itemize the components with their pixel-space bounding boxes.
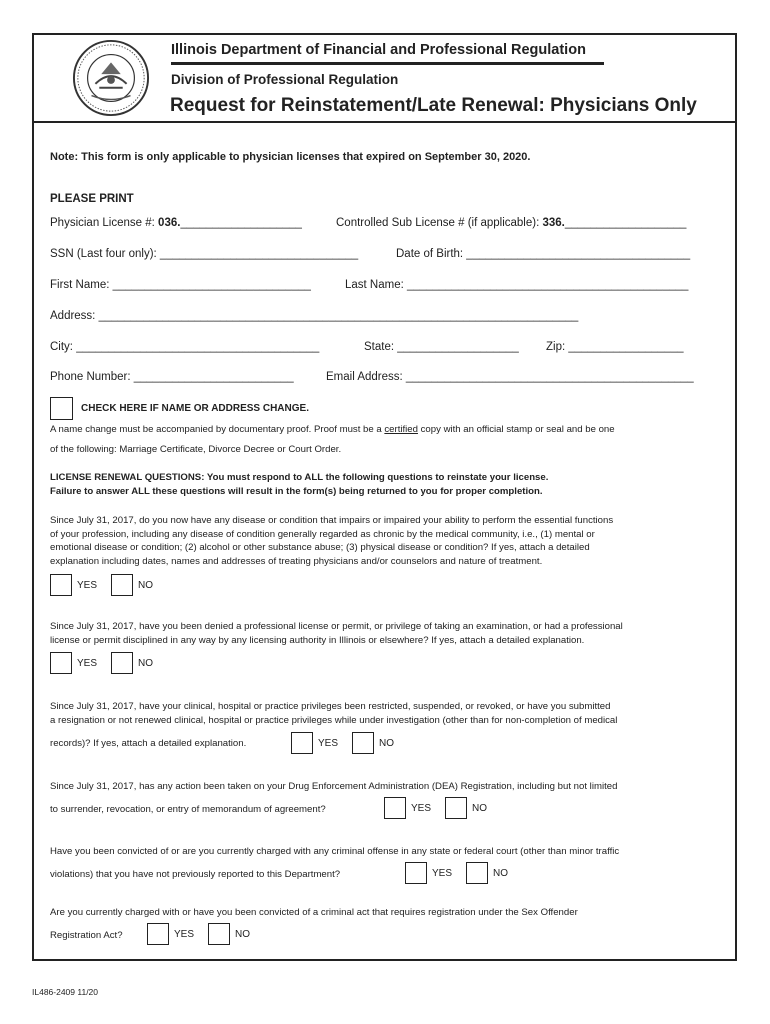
question-4-no-checkbox[interactable] — [445, 797, 467, 819]
question-2-yes-checkbox[interactable] — [50, 652, 72, 674]
state-field[interactable]: State: ___________________ — [364, 341, 519, 353]
controlled-sub-prefix: 336. — [542, 217, 565, 229]
form-number: IL486-2409 11/20 — [32, 987, 99, 997]
renewal-questions-heading: LICENSE RENEWAL QUESTIONS: You must respond to ALL the following questions to reinstate your license. — [50, 472, 549, 483]
name-change-proof-text — [50, 424, 615, 435]
question-line: emotional disease or condition; (2) alcohol or other substance abuse; (3) physical disease or condition? If yes, attach a detailed — [50, 542, 590, 554]
question-2-text — [50, 620, 730, 647]
question-6-no-checkbox[interactable] — [208, 923, 230, 945]
email-field[interactable]: Email Address: _____________________________________________ — [326, 371, 694, 383]
question-line: license or permit disciplined in any way by any licensing authority in Illinois or elsewhere? If yes, attach a detailed explanation. — [50, 634, 585, 646]
last-name-field[interactable]: Last Name: ____________________________________________ — [345, 279, 689, 291]
yes-label: YES — [174, 929, 195, 940]
question-1-text — [50, 514, 730, 568]
question-4-yes-checkbox[interactable] — [384, 797, 406, 819]
phone-field[interactable]: Phone Number: _________________________ — [50, 371, 294, 383]
no-label: NO — [138, 658, 153, 669]
question-1-no-checkbox[interactable] — [111, 574, 133, 596]
proof-text-pre: A name change must be accompanied by documentary proof. Proof must be a — [50, 424, 385, 435]
first-name-field[interactable]: First Name: _______________________________ — [50, 279, 311, 291]
proof-text-certified: certified — [384, 424, 418, 435]
question-line: Since July 31, 2017, has any action been taken on your Drug Enforcement Administration (DEA) Registration, including but not limited — [50, 781, 618, 792]
renewal-questions-warning: Failure to answer ALL these questions will result in the form(s) being returned to you for proper completion. — [50, 486, 543, 497]
question-5-inline-text: violations) that you have not previously reported to this Department? — [50, 869, 341, 880]
question-2-no-checkbox[interactable] — [111, 652, 133, 674]
name-change-documents-text: of the following: Marriage Certificate, Divorce Decree or Court Order. — [50, 444, 342, 455]
no-label: NO — [493, 868, 508, 879]
no-label: NO — [138, 580, 153, 591]
physician-license-blank: ___________________ — [180, 217, 302, 229]
city-field[interactable]: City: ______________________________________ — [50, 341, 320, 353]
question-3-text — [50, 700, 730, 727]
no-label: NO — [379, 738, 394, 749]
note-text: Note: This form is only applicable to physician licenses that expired on September 30, 2020. — [50, 151, 531, 163]
question-4-text — [50, 780, 730, 794]
form-border — [32, 33, 737, 961]
name-address-change-label: CHECK HERE IF NAME OR ADDRESS CHANGE. — [81, 403, 309, 414]
controlled-sub-label: Controlled Sub License # (if applicable): — [336, 217, 540, 229]
proof-text-post: copy with an official stamp or seal and be one — [417, 424, 615, 435]
controlled-sub-field[interactable] — [336, 217, 686, 229]
question-4-inline-text: to surrender, revocation, or entry of memorandum of agreement? — [50, 804, 326, 815]
question-5-no-checkbox[interactable] — [466, 862, 488, 884]
no-label: NO — [472, 803, 487, 814]
question-3-yes-checkbox[interactable] — [291, 732, 313, 754]
question-6-text — [50, 906, 730, 920]
question-6-inline-text: Registration Act? — [50, 930, 123, 941]
question-line: explanation including dates, names and addresses of treating physicians and/or counselors and nature of treatment. — [50, 555, 543, 567]
division-name: Division of Professional Regulation — [171, 72, 399, 87]
physician-license-prefix: 036. — [158, 217, 181, 229]
question-line: a resignation or not renewed clinical, hospital or practice privileges while under investigation (other than for non-completion of medical — [50, 714, 618, 726]
name-address-change-checkbox[interactable] — [50, 397, 73, 420]
question-3-no-checkbox[interactable] — [352, 732, 374, 754]
question-line: Since July 31, 2017, have you been denied a professional license or permit, or privilege of taking an examination, or had a professional — [50, 621, 623, 632]
question-line: Since July 31, 2017, do you now have any disease or condition that impairs or impaired your ability to perform the essential functions — [50, 515, 614, 526]
yes-label: YES — [318, 738, 339, 749]
agency-rule — [171, 62, 604, 65]
controlled-sub-blank: ___________________ — [564, 217, 687, 229]
question-5-text — [50, 845, 730, 859]
question-3-inline-text: records)? If yes, attach a detailed explanation. — [50, 738, 247, 749]
address-field[interactable]: Address: ___________________________________________________________________________ — [50, 310, 579, 322]
header-divider — [32, 121, 737, 123]
yes-label: YES — [432, 868, 453, 879]
question-line: Are you currently charged with or have you been convicted of a criminal act that requires registration under the Sex Offender — [50, 907, 578, 918]
question-line: Have you been convicted of or are you currently charged with any criminal offense in any state or federal court (other than minor traffic — [50, 846, 620, 857]
physician-license-label: Physician License #: — [50, 217, 155, 229]
question-5-yes-checkbox[interactable] — [405, 862, 427, 884]
state-seal-icon — [72, 39, 150, 117]
yes-label: YES — [411, 803, 432, 814]
yes-label: YES — [77, 580, 98, 591]
question-1-yes-checkbox[interactable] — [50, 574, 72, 596]
ssn-field[interactable]: SSN (Last four only): _______________________________ — [50, 248, 359, 260]
question-6-yes-checkbox[interactable] — [147, 923, 169, 945]
dob-field[interactable]: Date of Birth: ___________________________________ — [396, 248, 691, 260]
question-line: of your profession, including any disease of condition generally regarded as chronic by the medical community, i.e., (1) mental or — [50, 528, 595, 540]
form-title: Request for Reinstatement/Late Renewal: Physicians Only — [170, 95, 697, 116]
physician-license-field[interactable] — [50, 217, 302, 229]
please-print-heading: PLEASE PRINT — [50, 193, 134, 205]
question-line: Since July 31, 2017, have your clinical, hospital or practice privileges been restricted, suspended, or revoked, or have you submitted — [50, 701, 611, 712]
zip-field[interactable]: Zip: __________________ — [546, 341, 684, 353]
no-label: NO — [235, 929, 250, 940]
yes-label: YES — [77, 658, 98, 669]
agency-name: Illinois Department of Financial and Professional Regulation — [171, 42, 586, 58]
